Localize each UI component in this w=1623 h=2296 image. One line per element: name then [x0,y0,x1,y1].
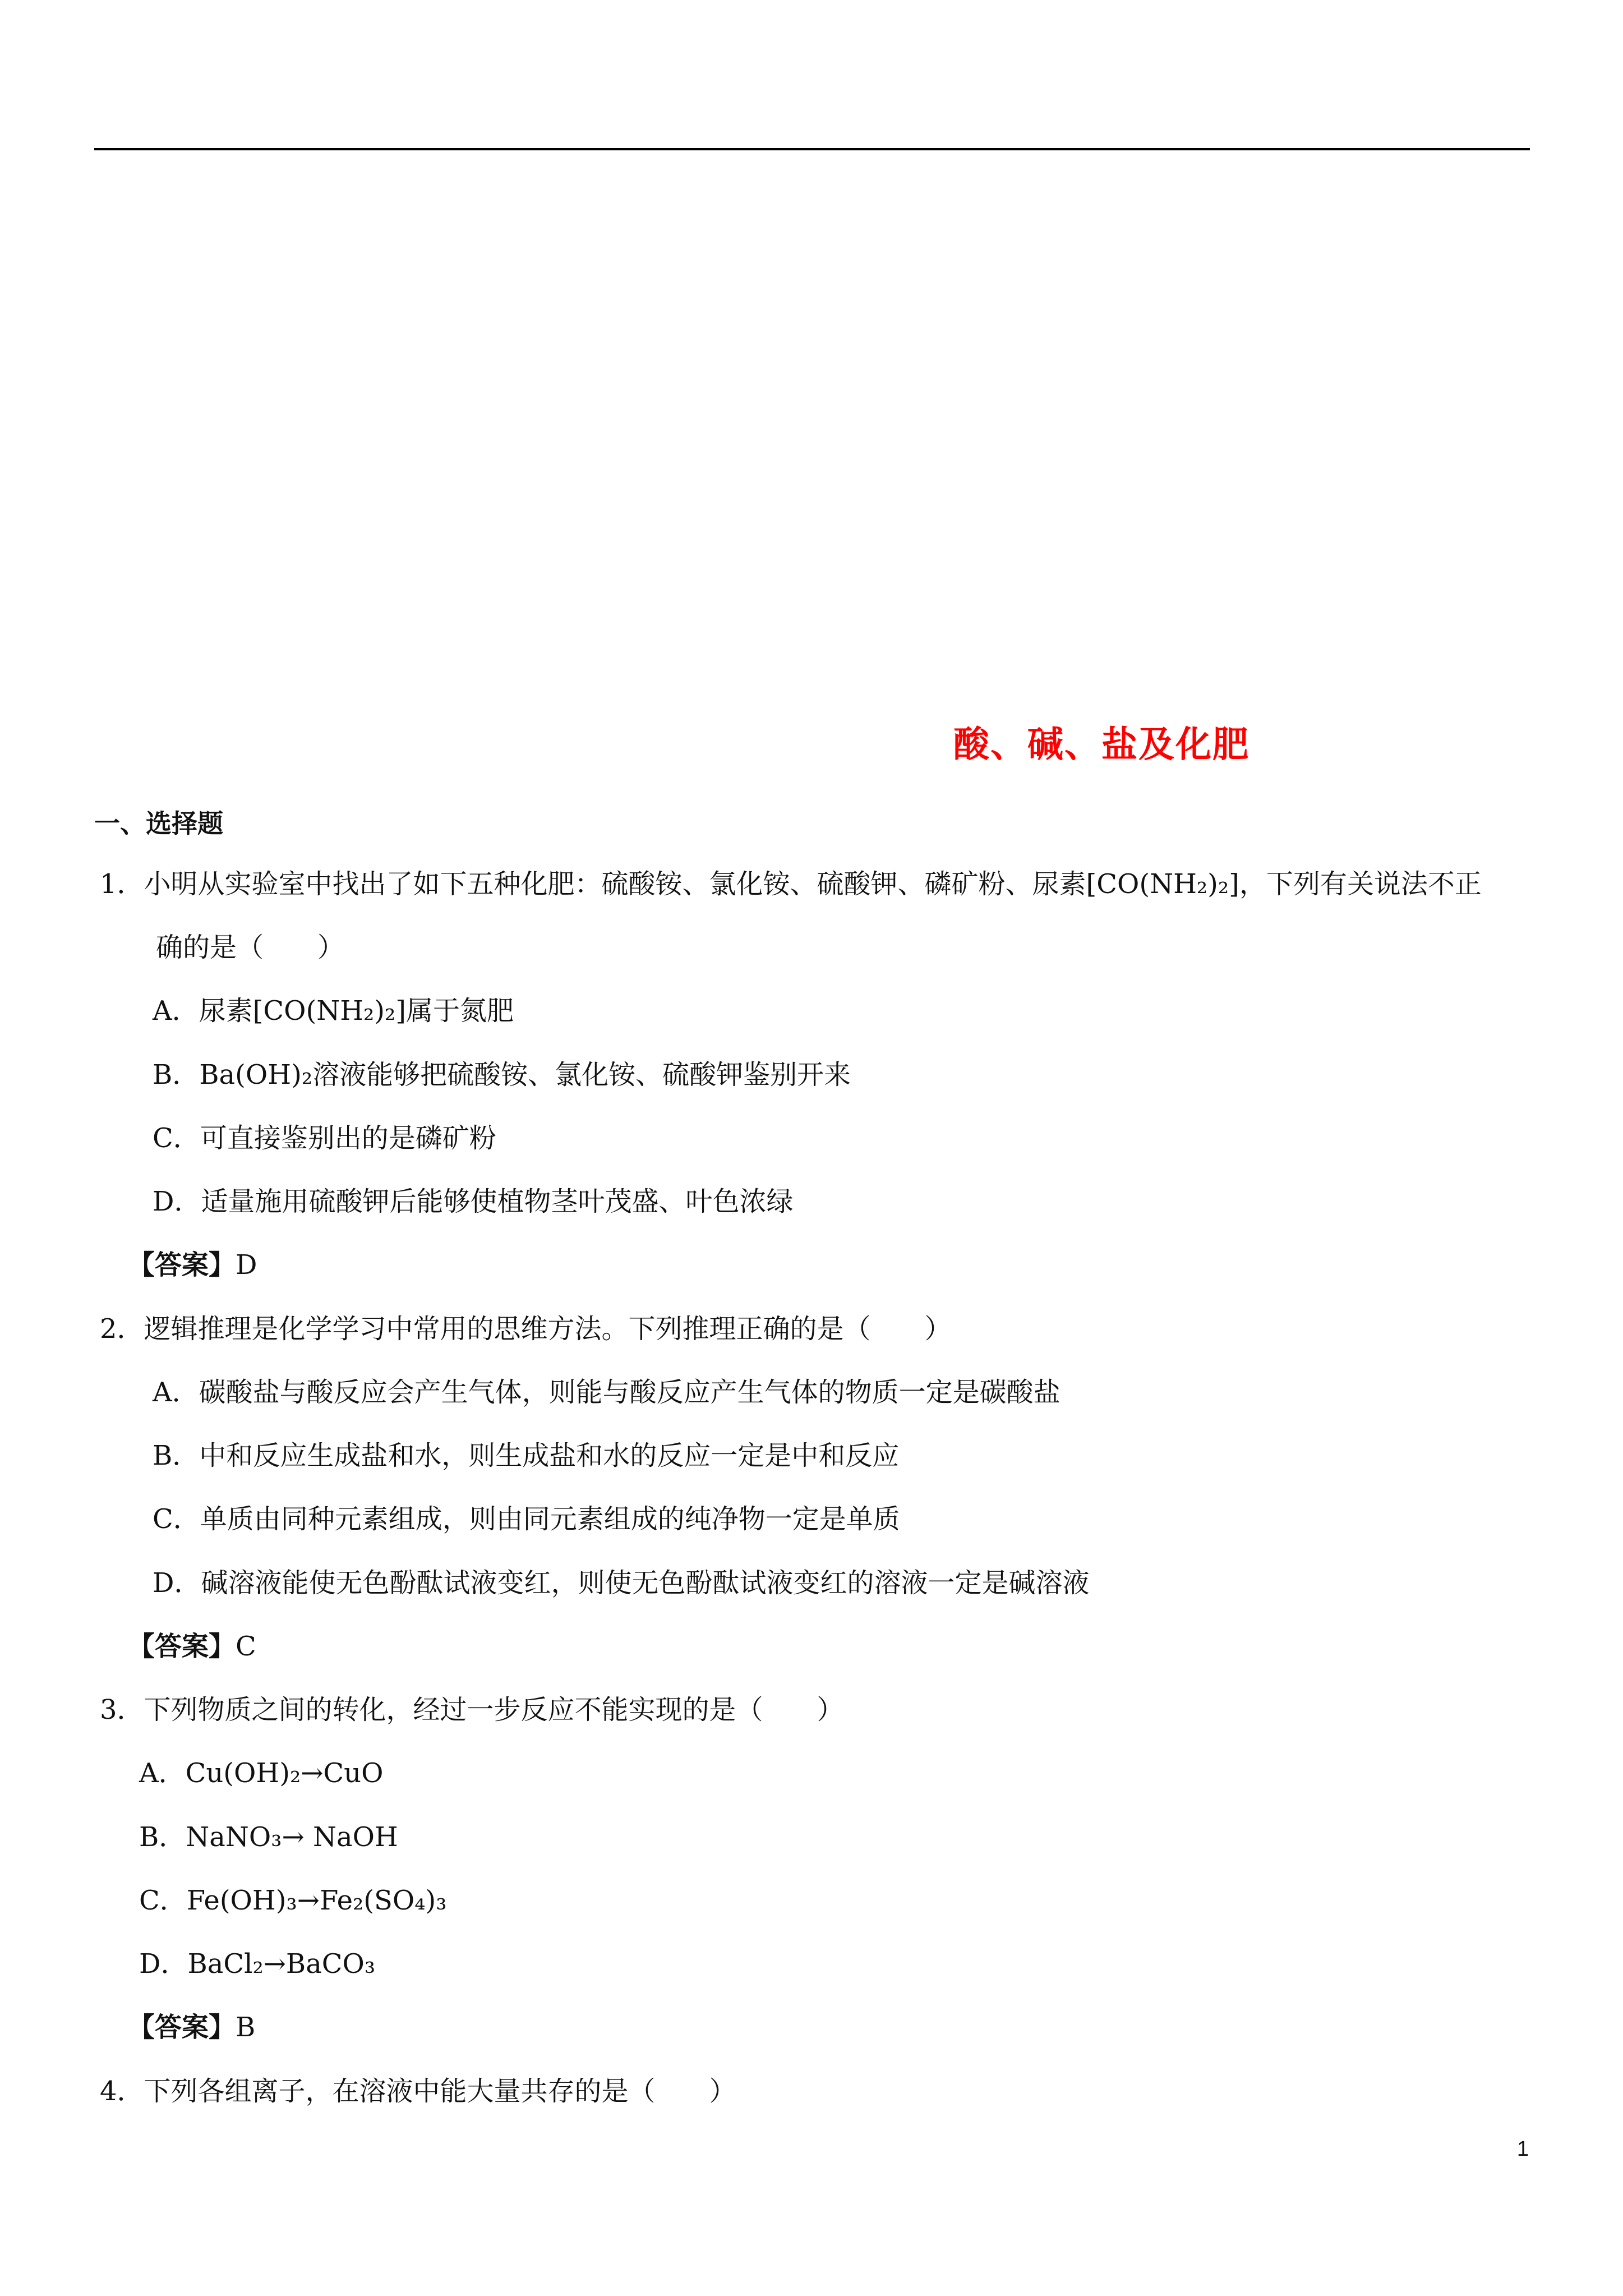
question-4-text: 4．下列各组离子，在溶液中能大量共存的是（ ） [100,2076,736,2107]
question-2-option-d: D．碱溶液能使无色酚酞试液变红，则使无色酚酞试液变红的溶液一定是碱溶液 [153,1567,1090,1599]
question-1-option-c: C．可直接鉴别出的是磷矿粉 [153,1122,496,1154]
answer-value: B [236,2012,256,2043]
question-2-option-b: B．中和反应生成盐和水，则生成盐和水的反应一定是中和反应 [153,1440,900,1471]
question-3-option-b: B．NaNO₃→ NaOH [139,1821,398,1853]
section-heading: 一、选择题 [94,808,223,839]
question-3-text: 3．下列物质之间的转化，经过一步反应不能实现的是（ ） [100,1694,844,1726]
answer-label: 【答案】 [128,1631,236,1662]
question-2-answer [128,1630,256,1663]
question-1-option-b: B．Ba(OH)₂溶液能够把硫酸铵、氯化铵、硫酸钾鉴别开来 [153,1059,851,1091]
question-2-option-a: A．碳酸盐与酸反应会产生气体，则能与酸反应产生气体的物质一定是碳酸盐 [153,1377,1061,1408]
question-1-option-a: A．尿素[CO(NH₂)₂]属于氮肥 [153,995,514,1027]
question-1-answer [128,1248,257,1282]
answer-value: C [236,1631,256,1662]
question-1-text-continued: 确的是（ ） [156,932,345,963]
answer-label: 【答案】 [128,1249,236,1281]
question-1-option-d: D．适量施用硫酸钾后能够使植物茎叶茂盛、叶色浓绿 [153,1186,794,1217]
answer-label: 【答案】 [128,2012,236,2043]
question-3-option-a: A．Cu(OH)₂→CuO [139,1757,384,1789]
document-title: 酸、碱、盐及化肥 [953,724,1249,766]
page-number: 1 [1516,2137,1529,2161]
question-2-option-c: C．单质由同种元素组成，则由同元素组成的纯净物一定是单质 [153,1503,900,1535]
question-2-text: 2．逻辑推理是化学学习中常用的思维方法。下列推理正确的是（ ） [100,1313,952,1345]
question-1-text: 1．小明从实验室中找出了如下五种化肥：硫酸铵、氯化铵、硫酸钾、磷矿粉、尿素[CO(NH₂)₂]，下列有关说法不正 [100,868,1482,900]
header-rule [94,148,1530,150]
question-3-option-c: C．Fe(OH)₃→Fe₂(SO₄)₃ [139,1885,447,1916]
question-3-answer [128,2010,255,2044]
question-3-option-d: D．BaCl₂→BaCO₃ [139,1948,376,1980]
answer-value: D [236,1249,257,1281]
